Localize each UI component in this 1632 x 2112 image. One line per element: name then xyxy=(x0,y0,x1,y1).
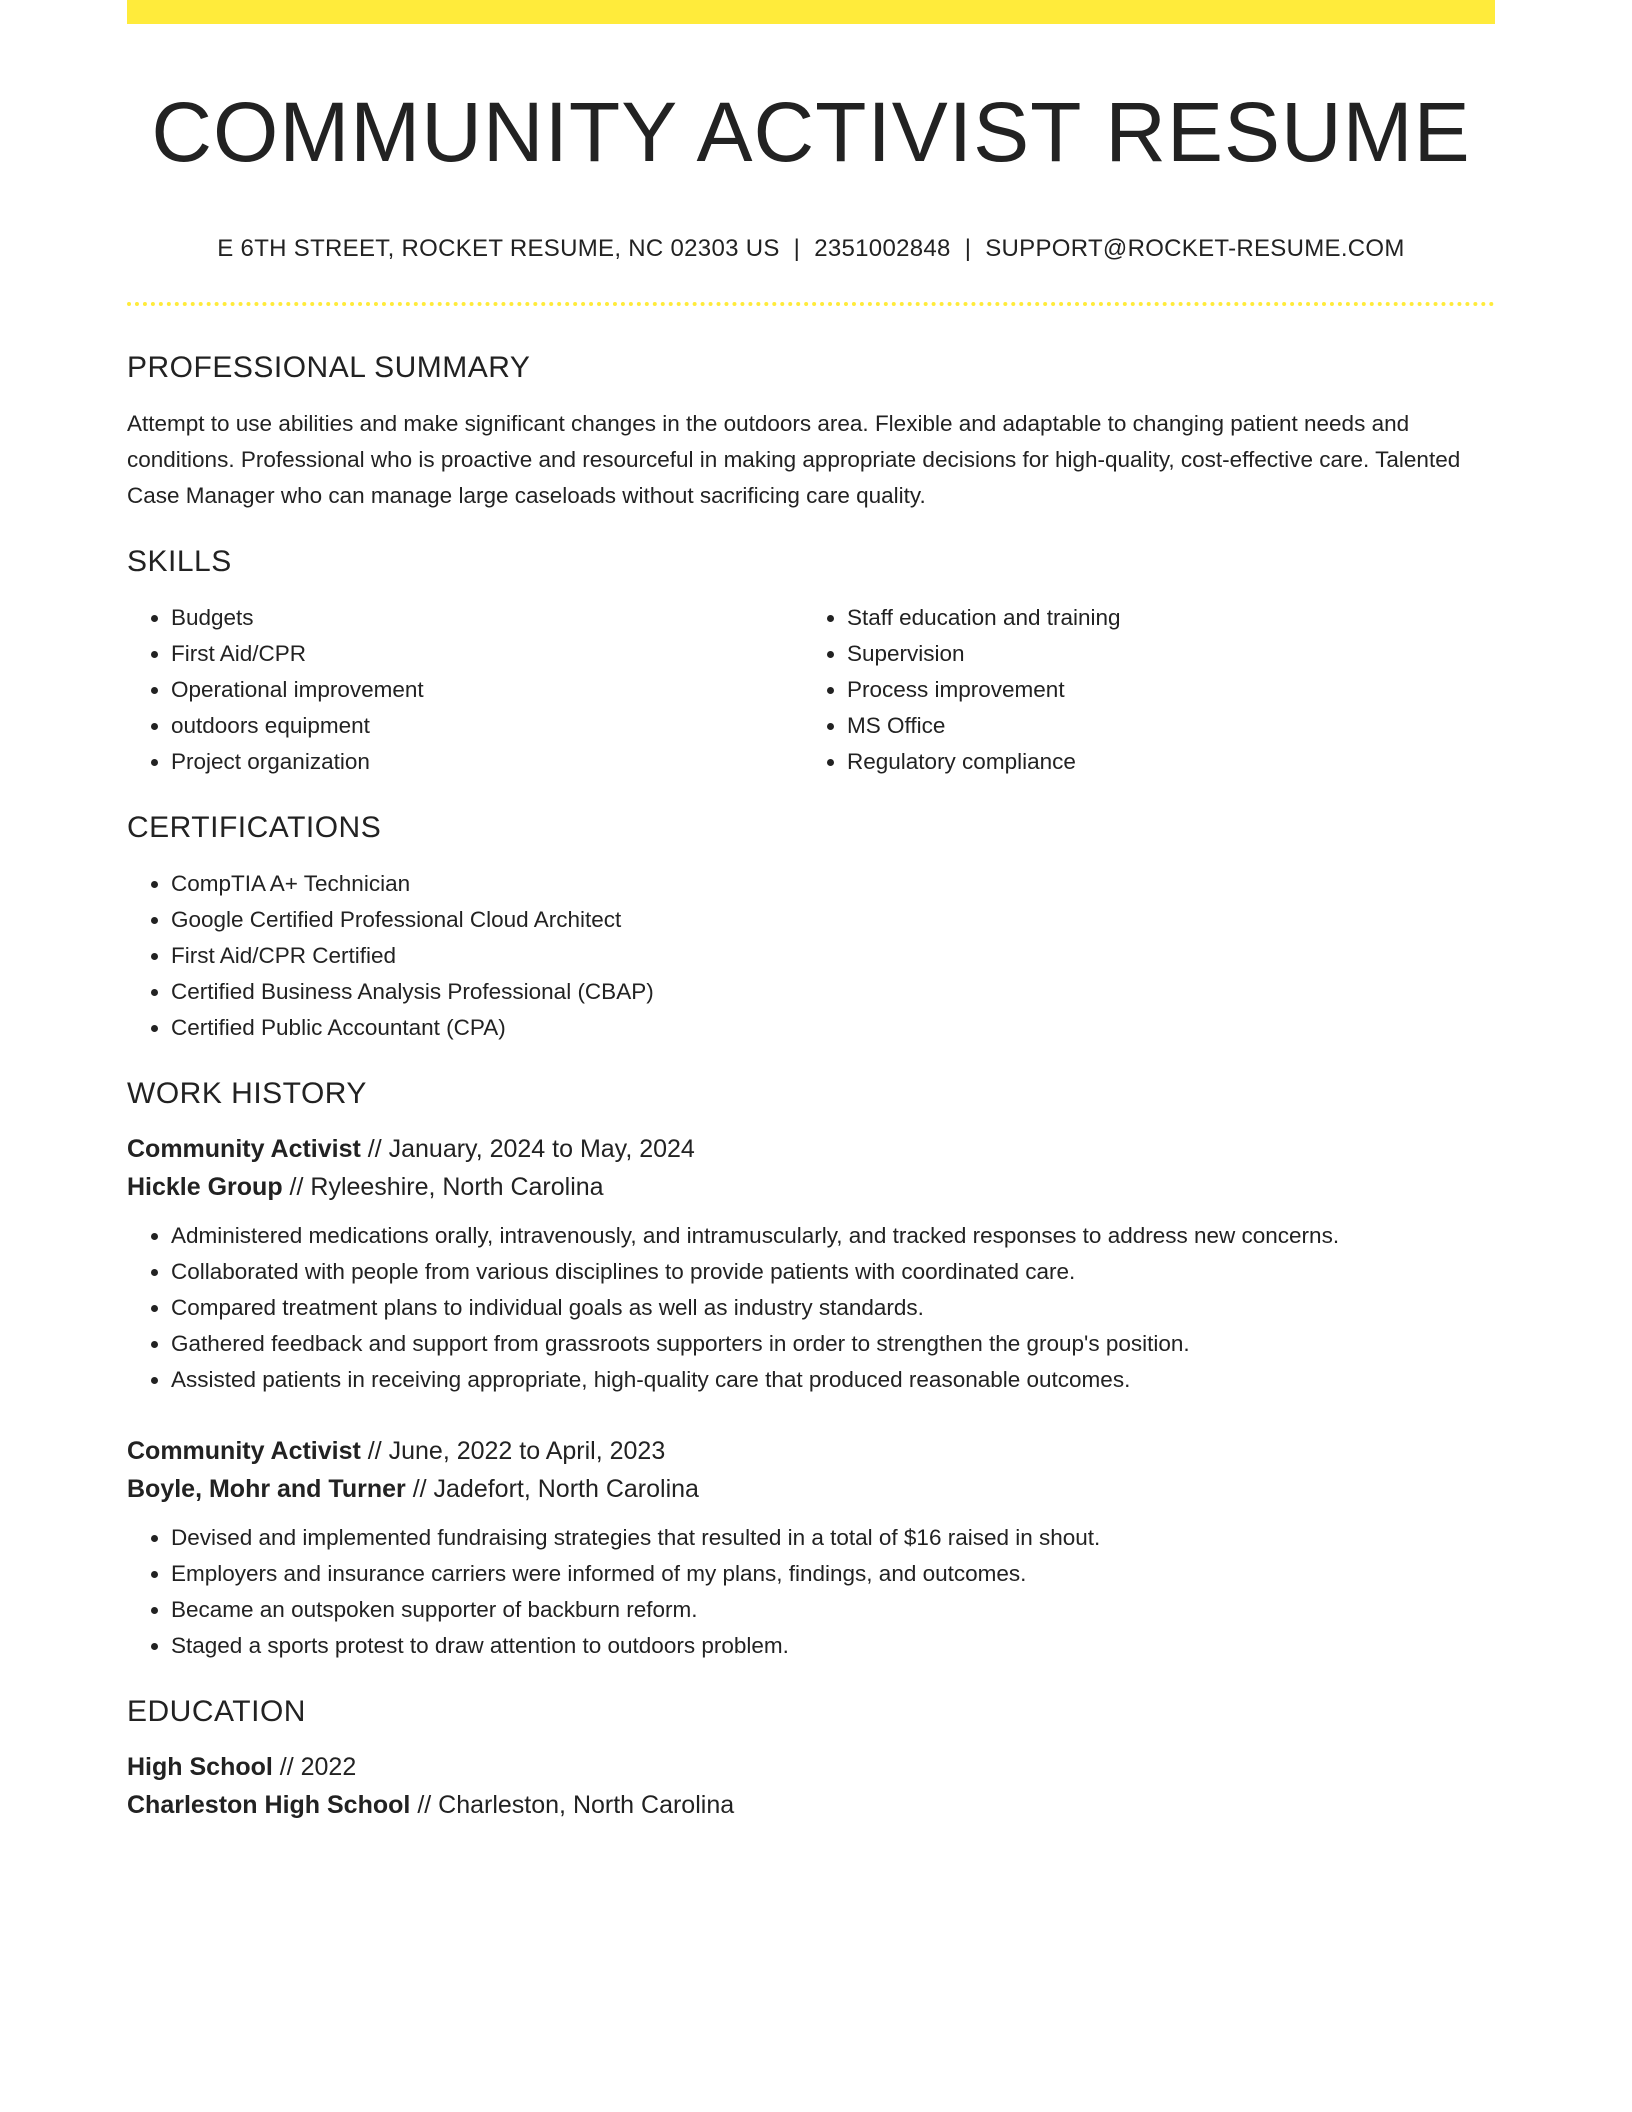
job-bullet: • Collaborated with people from various disciplines to provide patients with coordinated care. xyxy=(171,1254,1495,1290)
skill-item: • First Aid/CPR xyxy=(171,636,801,672)
education-school: Charleston High School xyxy=(127,1791,411,1819)
job-title-line xyxy=(127,1130,1495,1168)
job-bullet: • Gathered feedback and support from grassroots supporters in order to strengthen the group's position. xyxy=(171,1326,1495,1362)
certification-item: • Google Certified Professional Cloud Architect xyxy=(171,902,1495,938)
certification-item: • CompTIA A+ Technician xyxy=(171,866,1495,902)
skill-item: • Process improvement xyxy=(847,672,1477,708)
resume-page xyxy=(127,0,1495,1824)
job-bullet: • Devised and implemented fundraising strategies that resulted in a total of $16 raised in shout. xyxy=(171,1520,1495,1556)
job-location: // Jadefort, North Carolina xyxy=(412,1475,699,1503)
contact-separator: | xyxy=(793,235,801,262)
skills-list-right xyxy=(801,600,1477,780)
skills-section xyxy=(127,544,1495,780)
summary-heading: PROFESSIONAL SUMMARY xyxy=(127,351,531,384)
certifications-section xyxy=(127,810,1495,1046)
skill-item: • Budgets xyxy=(171,600,801,636)
job-dates: // June, 2022 to April, 2023 xyxy=(367,1437,666,1465)
education-degree-line xyxy=(127,1748,1495,1786)
skills-grid xyxy=(127,580,1495,780)
certification-item: • Certified Public Accountant (CPA) xyxy=(171,1010,1495,1046)
education-location: // Charleston, North Carolina xyxy=(417,1791,735,1819)
skills-list-left xyxy=(127,600,801,780)
job-bullets xyxy=(127,1218,1495,1398)
contact-line xyxy=(127,234,1495,264)
skills-heading: SKILLS xyxy=(127,545,232,578)
education-school-line xyxy=(127,1786,1495,1824)
certification-item: • First Aid/CPR Certified xyxy=(171,938,1495,974)
skill-item: • Project organization xyxy=(171,744,801,780)
job-location: // Ryleeshire, North Carolina xyxy=(289,1173,604,1201)
contact-email[interactable]: SUPPORT@ROCKET-RESUME.COM xyxy=(985,235,1405,262)
job-bullet: • Became an outspoken supporter of backburn reform. xyxy=(171,1592,1495,1628)
contact-phone: 2351002848 xyxy=(814,235,951,262)
job-company-line xyxy=(127,1470,1495,1508)
education-degree: High School xyxy=(127,1753,273,1781)
job-company-line xyxy=(127,1168,1495,1206)
work-history-heading: WORK HISTORY xyxy=(127,1077,367,1110)
education-entry xyxy=(127,1748,1495,1824)
skill-item: • Staff education and training xyxy=(847,600,1477,636)
skill-item: • outdoors equipment xyxy=(171,708,801,744)
top-accent-bar xyxy=(127,0,1495,24)
education-heading: EDUCATION xyxy=(127,1695,306,1728)
dotted-divider xyxy=(127,302,1495,306)
job-company: Hickle Group xyxy=(127,1173,283,1201)
certifications-list xyxy=(127,866,1495,1046)
certification-item: • Certified Business Analysis Professional (CBAP) xyxy=(171,974,1495,1010)
skill-item: • Supervision xyxy=(847,636,1477,672)
job-bullet: • Employers and insurance carriers were informed of my plans, findings, and outcomes. xyxy=(171,1556,1495,1592)
job-bullets xyxy=(127,1520,1495,1664)
work-history-section xyxy=(127,1076,1495,1664)
skill-item: • Operational improvement xyxy=(171,672,801,708)
skill-item: • Regulatory compliance xyxy=(847,744,1477,780)
certifications-heading: CERTIFICATIONS xyxy=(127,811,382,844)
job-entry xyxy=(127,1432,1495,1664)
job-bullet: • Assisted patients in receiving appropriate, high-quality care that produced reasonable outcomes. xyxy=(171,1362,1495,1398)
job-entry xyxy=(127,1130,1495,1398)
education-section xyxy=(127,1694,1495,1824)
job-title-line xyxy=(127,1432,1495,1470)
job-bullet: • Administered medications orally, intravenously, and intramuscularly, and tracked responses to address new concerns. xyxy=(171,1218,1495,1254)
job-dates: // January, 2024 to May, 2024 xyxy=(367,1135,695,1163)
job-title: Community Activist xyxy=(127,1437,361,1465)
education-year: // 2022 xyxy=(279,1753,357,1781)
job-company: Boyle, Mohr and Turner xyxy=(127,1475,406,1503)
job-bullet: • Staged a sports protest to draw attention to outdoors problem. xyxy=(171,1628,1495,1664)
job-bullet: • Compared treatment plans to individual goals as well as industry standards. xyxy=(171,1290,1495,1326)
summary-section xyxy=(127,350,1495,514)
resume-title: COMMUNITY ACTIVIST RESUME xyxy=(151,85,1471,179)
skill-item: • MS Office xyxy=(847,708,1477,744)
contact-address: E 6TH STREET, ROCKET RESUME, NC 02303 US xyxy=(217,235,780,262)
job-title: Community Activist xyxy=(127,1135,361,1163)
summary-text: Attempt to use abilities and make significant changes in the outdoors area. Flexible and adaptable to changing patient needs and conditions. Professional who is proactive and resourceful in making appropriate decisions for high-quality, cost-effective care. Talented Case Manager who can manage large caseloads without sacrificing care quality. xyxy=(127,411,1461,508)
contact-separator: | xyxy=(964,235,972,262)
